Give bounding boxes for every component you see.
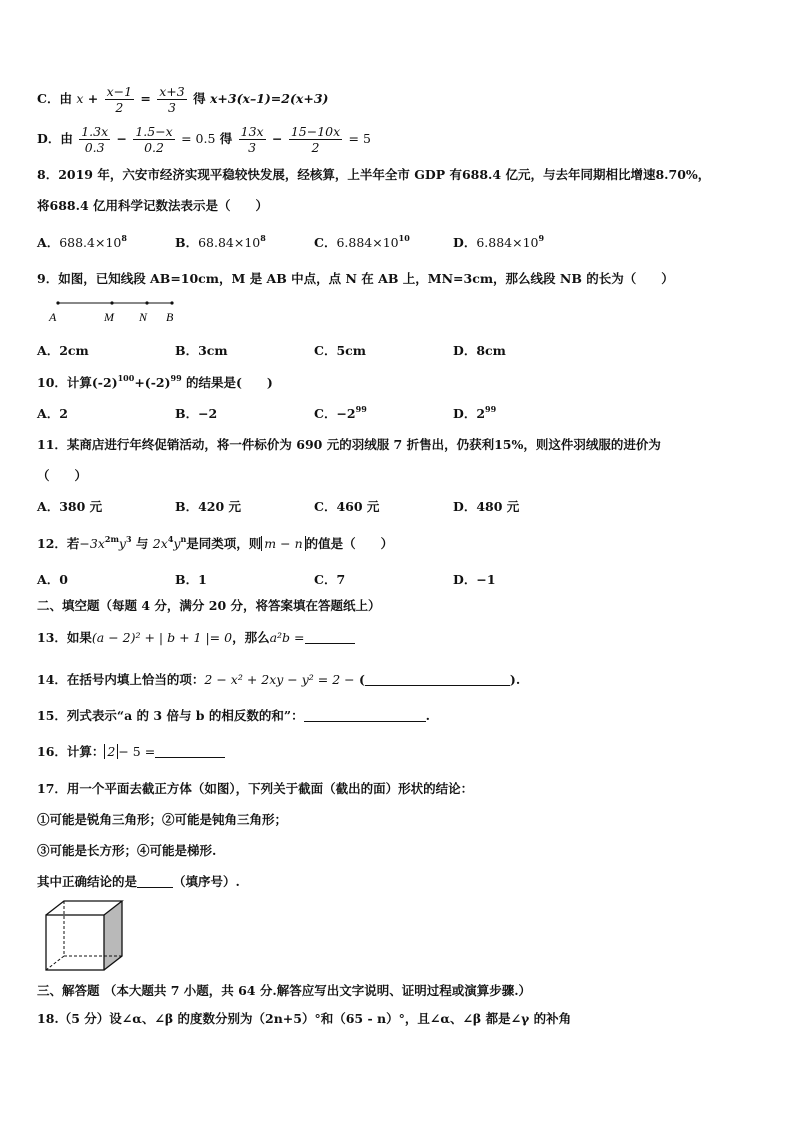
q13-ask: a²b = (269, 630, 305, 645)
q12-option-a: A．0 (37, 572, 68, 587)
q16-abs: 2 (104, 744, 118, 759)
q12-question (37, 535, 393, 553)
q17-line1: 17．用一个平面去截正方体（如图），下列关于截面（截出的面）形状的结论： (37, 781, 474, 796)
q8c-label: C． (314, 235, 337, 250)
q7d-f1-den: 0.3 (84, 140, 105, 155)
q11-option-b: B．420 元 (175, 499, 242, 514)
point-n (145, 301, 148, 304)
q7c-frac2 (157, 84, 186, 115)
q7c-f1-den: 2 (115, 100, 124, 115)
q7d-f3-num: 13x (240, 124, 264, 139)
q8c-base: 6.884×10 (336, 235, 399, 250)
q7c-f2-den: 3 (168, 100, 176, 115)
label-m: M (104, 310, 114, 324)
q8a-label: A． (37, 235, 60, 250)
q17-answer-blank[interactable] (137, 887, 173, 888)
q17-line4b: （填序号）. (173, 874, 240, 889)
q11-line1: 11．某商店进行年终促销活动，将一件标价为 690 元的羽绒服 7 折售出，仍获利15%，则这件羽绒服的进价为 (37, 437, 661, 452)
q14-expr: 2 − x² + 2xy − y² = 2 − (204, 672, 355, 687)
q12-term2-exp: 4 (167, 534, 174, 544)
q11-option-c: C．460 元 (314, 499, 380, 514)
q10-option-b (175, 405, 217, 423)
q10-question (37, 374, 273, 392)
q9-option-a: A．2cm (37, 343, 89, 358)
q7d-f2-den: 0.2 (144, 140, 164, 155)
point-m (110, 301, 113, 304)
q10b-label: B．−2 (175, 406, 218, 421)
q17-line2: ①可能是锐角三角形；②可能是钝角三角形； (37, 812, 288, 827)
q15-answer-blank[interactable] (304, 721, 426, 722)
q8a-base: 688.4×10 (59, 235, 122, 250)
q8b-base: 68.84×10 (198, 235, 261, 250)
q7d-frac4 (289, 124, 342, 155)
q10-option-a (37, 405, 68, 423)
q12-option-b: B．1 (175, 572, 207, 587)
q10d-label: D．2 (453, 406, 486, 421)
q12-option-c: C．7 (314, 572, 346, 587)
q7c-label: C．由 (37, 91, 72, 106)
q7d-f4-num: 15−10x (290, 124, 341, 139)
q10-text: 10．计算(-2) (37, 375, 118, 390)
q12-mid2: 是同类项，则 (186, 536, 262, 551)
q14-pre: 14．在括号内填上恰当的项： (37, 672, 205, 687)
q17-line3: ③可能是长方形；④可能是梯形. (37, 843, 217, 858)
point-a (56, 301, 59, 304)
q10-exp2: 99 (170, 373, 182, 383)
q9-option-c: C．5cm (314, 343, 366, 358)
q7d-f2-num: 1.5−x (135, 124, 173, 139)
q7d-mid: 得 (219, 131, 233, 146)
q8d-base: 6.884×10 (476, 235, 539, 250)
point-b (170, 301, 173, 304)
q8-line2: 将688.4 亿用科学记数法表示是（ ） (37, 198, 268, 213)
q7-option-c: C．由 x + $\frac{x-1}{2}$ = $\frac{x+3}{3}$ 得 x+3(x–1)=2(x+3) (37, 84, 329, 115)
q7c-f1-num: x−1 (106, 84, 133, 99)
q7d-f3-den: 3 (248, 140, 257, 155)
q8-option-d (453, 234, 544, 252)
q17-line4 (37, 873, 240, 891)
q16-expr: − 5 = (118, 744, 156, 759)
q12-mid: 与 (135, 536, 149, 551)
q12-option-d: D．−1 (453, 572, 496, 587)
q10-option-d (453, 405, 496, 423)
label-n: N (139, 310, 148, 324)
q8a-exp: 8 (121, 233, 127, 243)
q7c-f2-num: x+3 (159, 84, 185, 99)
q7d-label: D．由 (37, 131, 73, 146)
q8b-label: B． (175, 235, 199, 250)
q7c-result: x+3(x–1)=2(x+3) (209, 91, 329, 106)
q8c-exp: 10 (398, 233, 410, 243)
label-b: B (166, 310, 174, 324)
q10c-label: C．−2 (314, 406, 356, 421)
q14-question (37, 671, 520, 689)
q11-option-a: A．380 元 (37, 499, 103, 514)
q14-close: ). (509, 672, 521, 687)
q7-option-d: D．由 $\frac{1.3x}{0.3}$ − $\frac{1.5-x}{0.2}$ = 0.5 得 $\frac{13x}{3}$ − $\frac{15-10x}{2}$ = 5 (37, 124, 371, 155)
section3-heading: 三、解答题 （本大题共 7 小题，共 64 分.解答应写出文字说明、证明过程或演算步骤.） (37, 983, 532, 998)
q15-question (37, 707, 430, 725)
q16-answer-blank[interactable] (155, 757, 225, 758)
q11-line2: （ ） (37, 468, 88, 483)
q10-mid: +(-2) (134, 375, 171, 390)
q9-segment-figure (40, 296, 190, 326)
cube-hidden-depth (46, 956, 64, 970)
q14-open: ( (359, 672, 365, 687)
q7c-mid: 得 (193, 91, 206, 106)
q14-answer-blank[interactable] (365, 685, 510, 686)
q9-question: 9．如图，已知线段 AB=10cm，M 是 AB 中点，点 N 在 AB 上，MN=3cm，那么线段 NB 的长为（ ） (37, 271, 674, 286)
q8-option-c (314, 234, 410, 252)
q9-option-b: B．3cm (175, 343, 228, 358)
q8-option-a (37, 234, 127, 252)
q7d-frac1 (79, 124, 110, 155)
q7d-frac3 (239, 124, 266, 155)
q13-pre: 13．如果 (37, 630, 92, 645)
q8d-exp: 9 (538, 233, 545, 243)
cube-figure (42, 898, 126, 978)
q10-exp1: 100 (117, 373, 135, 383)
q8-line1: 8．2019 年，六安市经济实现平稳较快发展，经核算，上半年全市 GDP 有688.4 亿元，与去年同期相比增速8.70%， (37, 167, 711, 182)
q7d-f1-num: 1.3x (81, 124, 109, 139)
q15-end: . (425, 708, 430, 723)
q12-term2-b-exp: n (180, 534, 187, 544)
q8-option-b (175, 234, 266, 252)
q12-term1-exp: 2m (104, 534, 119, 544)
cube-shaded-face (104, 901, 122, 970)
q12-term1: −3x (79, 536, 105, 551)
q9-option-d: D．8cm (453, 343, 506, 358)
q12-term2-b: y (173, 536, 181, 551)
q12-abs: m − n (261, 536, 305, 551)
q10-end: 的结果是( ) (181, 375, 273, 390)
q7d-eq2: = 5 (348, 131, 371, 146)
q13-mid: ，那么 (232, 630, 270, 645)
q11-option-d: D．480 元 (453, 499, 520, 514)
q7d-f4-den: 2 (311, 140, 320, 155)
cube-front-face (46, 915, 104, 970)
q15-text: 15．列式表示“a 的 3 倍与 b 的相反数的和”： (37, 708, 304, 723)
q12-end: 的值是（ ） (305, 536, 394, 551)
q7c-frac1 (105, 84, 134, 115)
label-a: A (49, 310, 57, 324)
q8d-label: D． (453, 235, 477, 250)
q12-term1-b: y (118, 536, 126, 551)
q7d-eq1: = 0.5 (181, 131, 216, 146)
q13-answer-blank[interactable] (305, 643, 355, 644)
q10c-exp: 99 (355, 404, 367, 414)
q8b-exp: 8 (260, 233, 266, 243)
q10-option-c (314, 405, 367, 423)
q13-expr: (a − 2)² + | b + 1 |= 0 (91, 630, 233, 645)
q10a-label: A．2 (37, 406, 68, 421)
q13-question (37, 629, 355, 647)
q17-line4a: 其中正确结论的是 (37, 874, 138, 889)
q7d-frac2 (133, 124, 174, 155)
q16-pre: 16．计算： (37, 744, 105, 759)
section2-heading: 二、填空题（每题 4 分，满分 20 分，将答案填在答题纸上） (37, 598, 381, 613)
q12-pre: 12．若 (37, 536, 80, 551)
q18-question: 18.（5 分）设∠α、∠β 的度数分别为（2n+5）°和（65 - n）°，且∠α、∠β 都是∠γ 的补角 (37, 1011, 572, 1026)
q12-term2: 2x (152, 536, 168, 551)
q10d-exp: 99 (485, 404, 497, 414)
q12-term1-b-exp: 3 (125, 534, 132, 544)
q16-question (37, 743, 225, 761)
